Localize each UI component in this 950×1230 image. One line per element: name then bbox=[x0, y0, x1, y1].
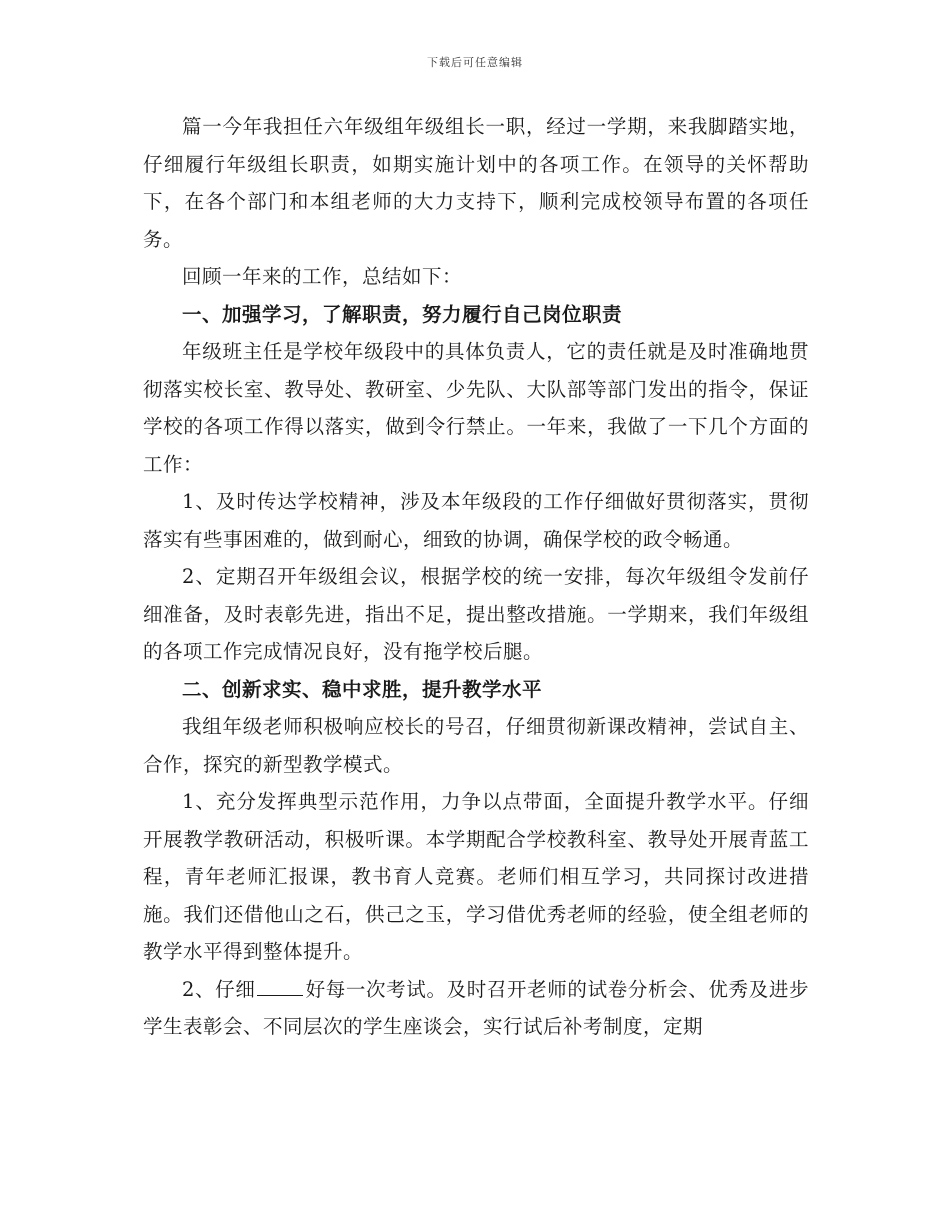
paragraph-item-2: 2、定期召开年级组会议，根据学校的统一安排，每次年级组令发前仔细准备，及时表彰先进，指出不足，提出整改措施。一学期来，我们年级组的各项工作完成情况良好，没有拖学校后腿。 bbox=[143, 565, 809, 663]
fill-in-blank bbox=[257, 975, 303, 996]
paragraph-item-1: 1、及时传达学校精神，涉及本年级段的工作仔细做好贯彻落实，贯彻落实有些事困难的，做到耐心，细致的协调，确保学校的政令畅通。 bbox=[143, 490, 809, 551]
page-header: 下载后可任意编辑 bbox=[427, 56, 523, 69]
paragraph-intro: 篇一今年我担任六年级组年级组长一职，经过一学期，来我脚踏实地，仔细履行年级组长职责，如期实施计划中的各项工作。在领导的关怀帮助下，在各个部门和本组老师的大力支持下，顺利完成校领导布置的各项任务。 bbox=[143, 115, 809, 251]
section-heading-2: 二、创新求实、稳中求胜，提升教学水平 bbox=[182, 677, 543, 701]
paragraph-teaching-item-2 bbox=[143, 971, 809, 1046]
paragraph-text-before-blank: 2、仔细 bbox=[182, 977, 256, 1001]
paragraph-responsibility: 年级班主任是学校年级段中的具体负责人，它的责任就是及时准确地贯彻落实校长室、教导处、教研室、少先队、大队部等部门发出的指令，保证学校的各项工作得以落实，做到令行禁止。一年来，我做了一下几个方面的工作： bbox=[143, 340, 809, 476]
paragraph-teaching-item-1: 1、充分发挥典型示范作用，力争以点带面，全面提升教学水平。仔细开展教学教研活动，积极听课。本学期配合学校教科室、教导处开展青蓝工程，青年老师汇报课，教书育人竞赛。老师们相互学习，共同探讨改进措施。我们还借他山之石，供己之玉，学习借优秀老师的经验，使全组老师的教学水平得到整体提升。 bbox=[143, 790, 809, 963]
paragraph-review: 回顾一年来的工作，总结如下： bbox=[182, 265, 463, 288]
paragraph-teaching-mode: 我组年级老师积极响应校长的号召，仔细贯彻新课改精神，尝试自主、合作，探究的新型教学模式。 bbox=[143, 715, 809, 776]
section-heading-1: 一、加强学习，了解职责，努力履行自己岗位职责 bbox=[182, 302, 623, 326]
document-body bbox=[143, 108, 809, 1046]
paragraph-text-after-blank: 好每一次考试。及时召开老师的试卷分析会、优秀及进步学生表彰会、不同层次的学生座谈会，实行试后补考制度，定期 bbox=[143, 977, 809, 1038]
